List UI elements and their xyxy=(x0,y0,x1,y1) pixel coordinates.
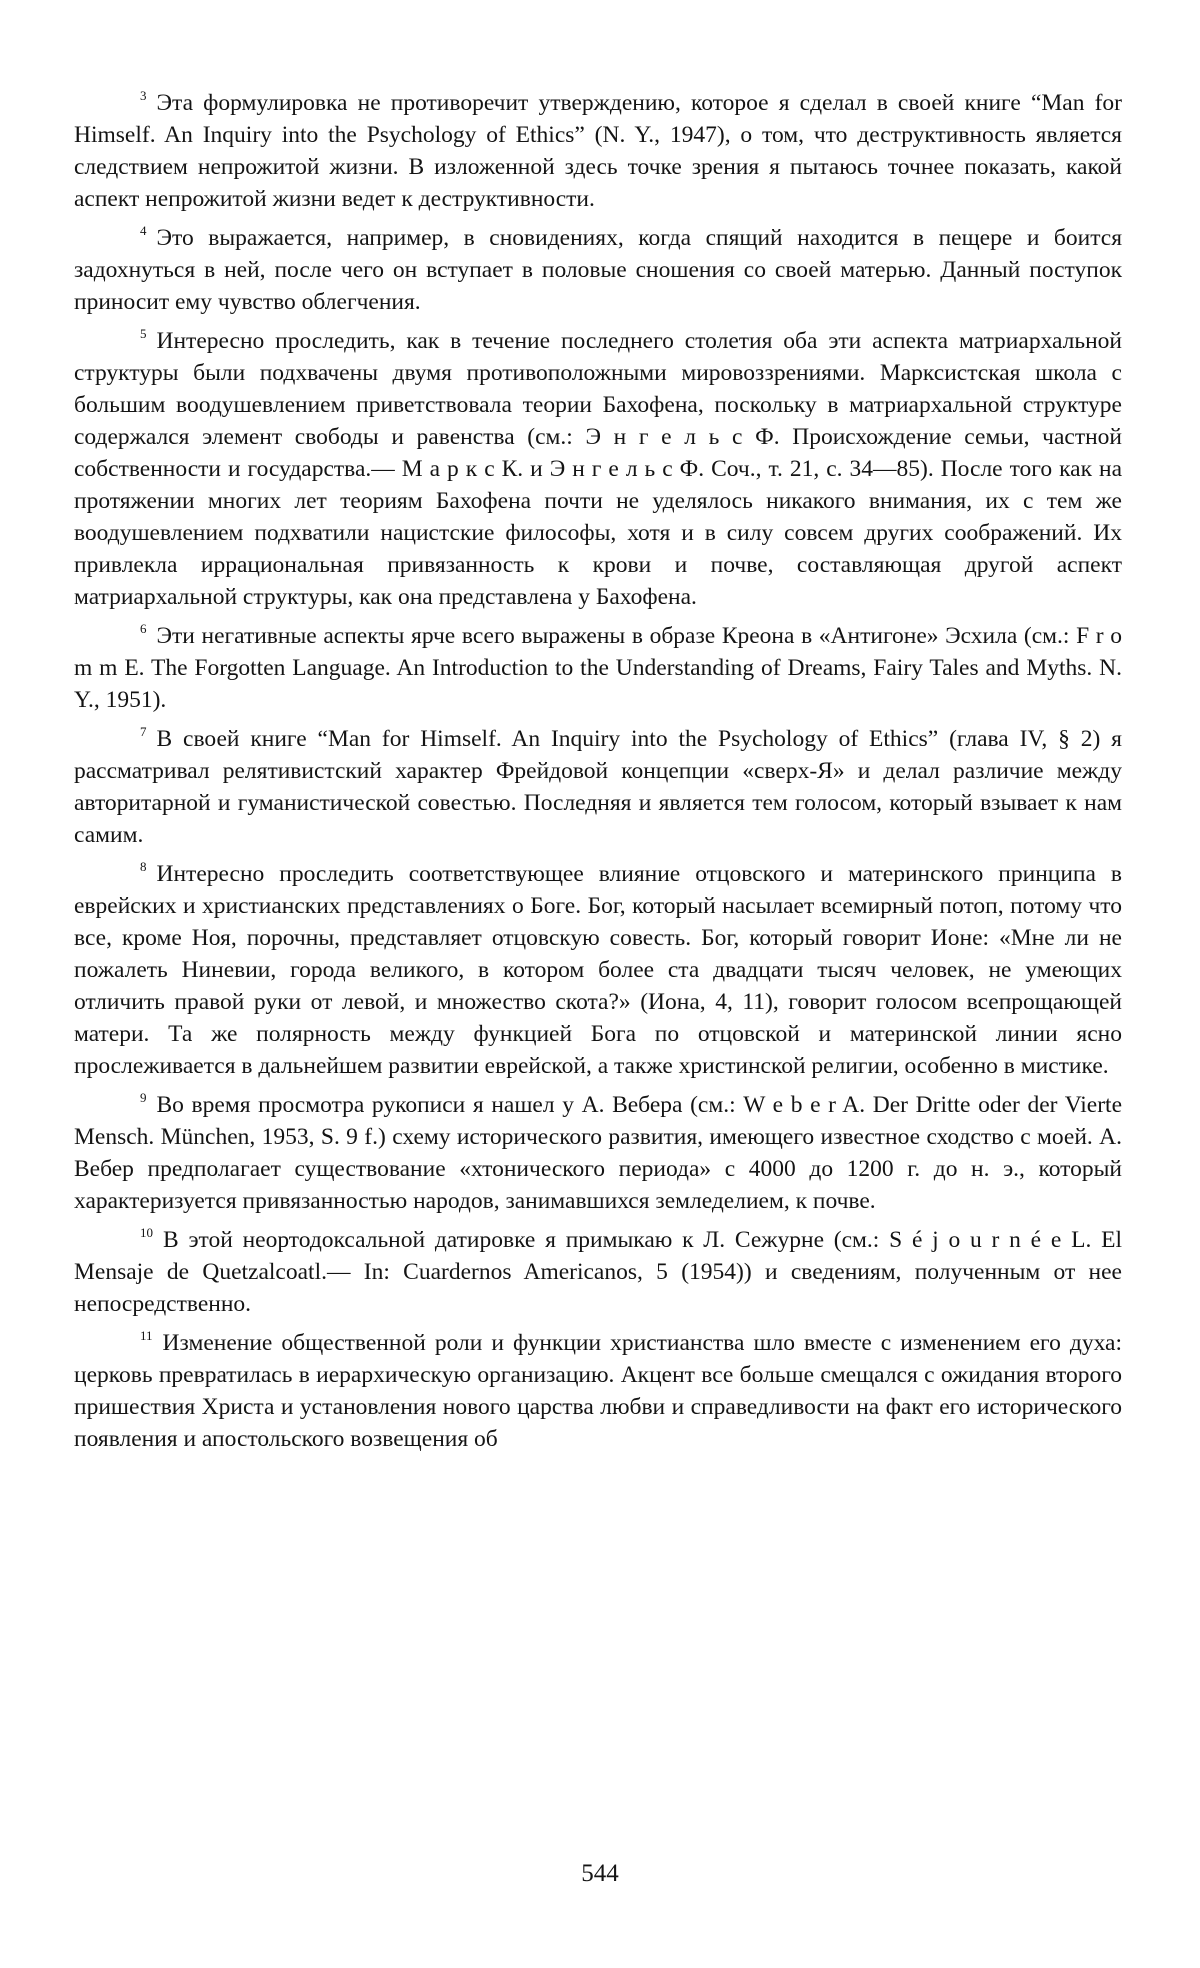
footnote-text: Изменение общественной роли и функции христианства шло вместе с изменением его духа: церковь превратилась в иерархическую организацию. Акцент все больше смещался с ожидания второго пришествия Христа и установления нового царства любви и справедливости на факт его исторического появления и апостольского возвещения об xyxy=(74,1330,1122,1452)
footnote-marker: 6 xyxy=(140,621,147,636)
footnote xyxy=(74,1320,1122,1455)
page-number: 544 xyxy=(581,1860,619,1887)
footnote-text: Интересно проследить соответствующее влияние отцовского и материнского принципа в еврейских и христианских представлениях о Боге. Бог, который насылает всемирный потоп, потому что все, кроме Ноя, порочны, представляет отцовскую совесть. Бог, который говорит Ионе: «Мне ли не пожалеть Ниневии, города великого, в котором более ста двадцати тысяч человек, не умеющих отличить правой руки от левой, и множество скота?» (Иона, 4, 11), говорит голосом всепрощающей матери. Та же полярность между функцией Бога по отцовской и материнской линии ясно прослеживается в дальнейшем развитии еврейской, а также христинской религии, особенно в мистике. xyxy=(74,861,1122,1079)
footnote-text: В своей книге “Man for Himself. An Inquiry into the Psychology of Ethics” (глава IV, § 2) я рассматривал релятивистский характер Фрейдовой концепции «сверх-Я» и делал различие между авторитарной и гуманистической совестью. Последняя и является тем голосом, который взывает к нам самим. xyxy=(74,726,1122,848)
footnote-text: Во время просмотра рукописи я нашел у А. Вебера (см.: W e b e r A. Der Dritte oder der Vierte Mensch. München, 1953, S. 9 f.) схему исторического развития, имеющего известное сходство с моей. А. Вебер предполагает существование «хтонического периода» с 4000 до 1200 г. до н. э., который характеризуется привязанностью народов, занимавшихся земледелием, к почве. xyxy=(74,1092,1122,1214)
footnote xyxy=(74,318,1122,613)
footnote xyxy=(74,851,1122,1082)
footnote-marker: 3 xyxy=(140,88,147,103)
footnote-marker: 11 xyxy=(140,1328,153,1343)
footnote xyxy=(74,1082,1122,1217)
footnote-marker: 5 xyxy=(140,326,147,341)
footnote xyxy=(74,1217,1122,1320)
footnote-marker: 8 xyxy=(140,859,147,874)
footnote-text: Это выражается, например, в сновидениях, когда спящий находится в пещере и боится задохнуться в ней, после чего он вступает в половые сношения со своей матерью. Данный поступок приносит ему чувство облегчения. xyxy=(74,225,1122,315)
footnotes-block xyxy=(74,80,1122,1455)
footnote-text: Эта формулировка не противоречит утверждению, которое я сделал в своей книге “Man for Himself. An Inquiry into the Psychology of Ethics” (N. Y., 1947), о том, что деструктивность является следствием непрожитой жизни. В изложенной здесь точке зрения я пытаюсь точнее показать, какой аспект непрожитой жизни ведет к деструктивности. xyxy=(74,90,1122,212)
footnote-marker: 9 xyxy=(140,1090,147,1105)
footnote-marker: 7 xyxy=(140,724,147,739)
footnote-marker: 4 xyxy=(140,223,147,238)
footnote-text: Эти негативные аспекты ярче всего выражены в образе Креона в «Антигоне» Эсхила (см.: F r o m m E. The Forgotten Language. An Introduction to the Understanding of Dreams, Fairy Tales and Myths. N. Y., 1951). xyxy=(74,623,1122,713)
footnote xyxy=(74,80,1122,215)
footnote xyxy=(74,613,1122,716)
footnote-marker: 10 xyxy=(140,1225,153,1240)
footnote-text: Интересно проследить, как в течение последнего столетия оба эти аспекта матриархальной структуры были подхвачены двумя противоположными мировоззрениями. Марксистская школа с большим воодушевлением приветствовала теории Бахофена, поскольку в матриархальной структуре содержался элемент свободы и равенства (см.: Э н г е л ь с Ф. Происхождение семьи, частной собственности и государства.— М а р к с К. и Э н г е л ь с Ф. Соч., т. 21, с. 34—85). После того как на протяжении многих лет теориям Бахофена почти не уделялось никакого внимания, их с тем же воодушевлением подхватили нацистские философы, хотя и в силу совсем других соображений. Их привлекла иррациональная привязанность к крови и почве, составляющая другой аспект матриархальной структуры, как она представлена у Бахофена. xyxy=(74,328,1122,610)
footnote xyxy=(74,215,1122,318)
footnote-text: В этой неортодоксальной датировке я примыкаю к Л. Сежурне (см.: S é j o u r n é e L. El Mensaje de Quetzalcoatl.— In: Cuardernos Americanos, 5 (1954)) и сведениям, полученным от нее непосредственно. xyxy=(74,1227,1122,1317)
footnote xyxy=(74,716,1122,851)
